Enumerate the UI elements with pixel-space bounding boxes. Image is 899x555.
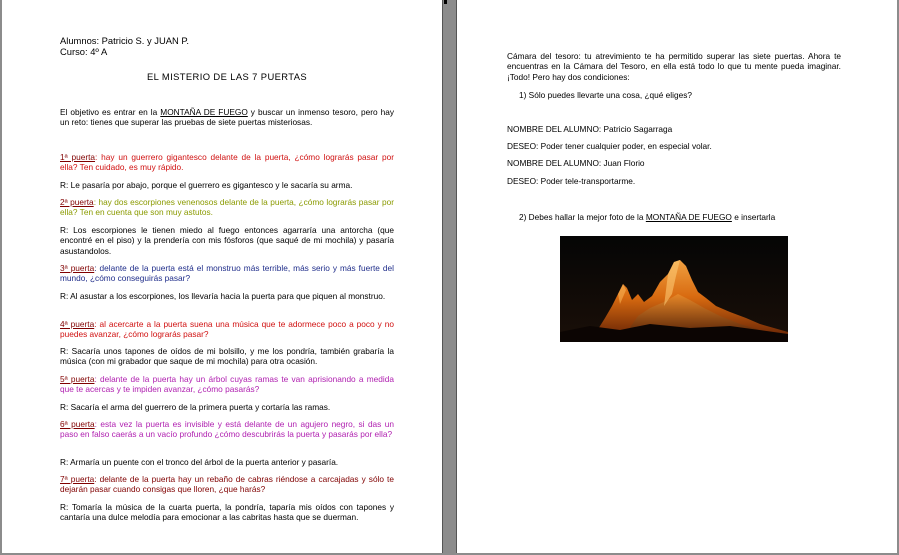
intro-mountain-name: MONTAÑA DE FUEGO xyxy=(160,107,248,117)
intro-text-before: El objetivo es entrar en la xyxy=(60,107,161,117)
student-1-wish: DESEO: Poder tener cualquier poder, en especial volar. xyxy=(507,141,712,151)
door-1-label: 1ª puerta xyxy=(60,152,96,162)
student-1-name: NOMBRE DEL ALUMNO: Patricio Sagarraga xyxy=(507,124,673,134)
door-4-text: : al acercarte a la puerta suena una música que te adormece poco a poco y no puedes avanzar, ¿cómo lograrás pasar? xyxy=(60,319,394,340)
door-2-text: : hay dos escorpiones venenosos delante de la puerta, ¿cómo lograrás pasar por ella? Ten en cuenta que son muy astutos. xyxy=(60,197,394,218)
door-3-answer: R: Al asustar a los escorpiones, los llevaría hacia la puerta para que piquen al monstruo. xyxy=(60,291,386,301)
student-2-name: NOMBRE DEL ALUMNO: Juan Florio xyxy=(507,158,645,168)
door-5-text: : delante de la puerta hay un árbol cuyas ramas te van aprisionando a medida que te acercas y te impiden avanzar, ¿cómo pasarás? xyxy=(60,374,394,395)
page-separator-mark xyxy=(444,0,447,4)
document-page-left xyxy=(2,0,443,553)
door-3-text: : delante de la puerta está el monstruo más terrible, más serio y más fuerte del mundo, ¿cómo conseguirás pasar? xyxy=(60,263,394,284)
intro-paragraph xyxy=(60,107,394,128)
treasure-chamber-paragraph: Cámara del tesoro: tu atrevimiento te ha permitido superar las siete puertas. Ahora te encuentras en la Cámara del Tesoro, en ella está todo lo que tu mente pueda imaginar. ¡Todo! Pero hay dos condiciones: xyxy=(507,51,841,82)
door-1-text: : hay un guerrero gigantesco delante de la puerta, ¿cómo lograrás pasar por ella? Ten cuidado, es muy rápido. xyxy=(60,152,394,173)
door-7-answer: R: Tomaría la música de la cuarta puerta, la pondría, taparía mis oídos con tapones y cantaría una dulce melodía para emocionar a las cabritas hasta que se duerman. xyxy=(60,502,394,523)
student-2-wish: DESEO: Poder tele-transportarme. xyxy=(507,176,636,186)
door-7-label: 7ª puerta xyxy=(60,474,95,484)
door-5-question xyxy=(60,374,394,395)
door-5-label: 5ª puerta xyxy=(60,374,95,384)
condition-2-text-after: e insertarla xyxy=(731,212,776,222)
door-6-question xyxy=(60,419,394,440)
document-page-right xyxy=(456,0,897,553)
students-line: Alumnos: Patricio S. y JUAN P. xyxy=(60,35,190,46)
door-3-question xyxy=(60,263,394,284)
condition-2-mountain-name: MONTAÑA DE FUEGO xyxy=(645,212,732,222)
door-1-question xyxy=(60,152,394,173)
door-5-answer: R: Sacaría el arma del guerrero de la primera puerta y cortaría las ramas. xyxy=(60,402,331,412)
course-line: Curso: 4º A xyxy=(60,46,108,57)
door-6-answer: R: Armaría un puente con el tronco del árbol de la puerta anterior y pasaría. xyxy=(60,457,339,467)
mountain-photo xyxy=(560,236,788,342)
condition-1: 1) Sólo puedes llevarte una cosa, ¿qué eliges? xyxy=(519,90,692,100)
door-4-question xyxy=(60,319,394,340)
door-2-answer: R: Los escorpiones le tienen miedo al fuego entonces agarraría una antorcha (que encontré en el piso) y la prendería con mis fósforos (que saqué de mi mochila) y pasaría asustandolos. xyxy=(60,225,394,256)
intro-text-after: y buscar un inmenso tesoro, pero hay un reto: tienes que superar las pruebas de siete puertas misteriosas. xyxy=(60,107,394,128)
document-title: EL MISTERIO DE LAS 7 PUERTAS xyxy=(146,71,308,82)
door-4-answer: R: Sacaría unos tapones de oídos de mi bolsillo, y me los pondría, también grabaría la música (con mi grabador que saque de mi mochila) para otra ocasión. xyxy=(60,346,394,367)
door-2-label: 2ª puerta xyxy=(60,197,94,207)
condition-2 xyxy=(519,212,859,222)
door-1-answer: R: Le pasaría por abajo, porque el guerrero es gigantesco y le sacaría su arma. xyxy=(60,180,353,190)
door-6-label: 6ª puerta xyxy=(60,419,95,429)
door-4-label: 4ª puerta xyxy=(60,319,95,329)
mountain-peak-at-sunset-photo xyxy=(560,236,788,342)
door-6-text: : esta vez la puerta es invisible y está delante de un agujero negro, si das un paso en falso caerás a un vacío profundo ¿cómo descubrirás la puerta y pasarás por ella? xyxy=(60,419,394,440)
door-3-label: 3ª puerta xyxy=(60,263,95,273)
door-7-text: : delante de la puerta hay un rebaño de cabras riéndose a carcajadas y sólo te dejarán pasar cuando consigas que lloren, ¿que harás? xyxy=(60,474,394,495)
condition-2-text-before: 2) Debes hallar la mejor foto de la xyxy=(519,212,646,222)
door-2-question xyxy=(60,197,394,218)
door-7-question xyxy=(60,474,394,495)
